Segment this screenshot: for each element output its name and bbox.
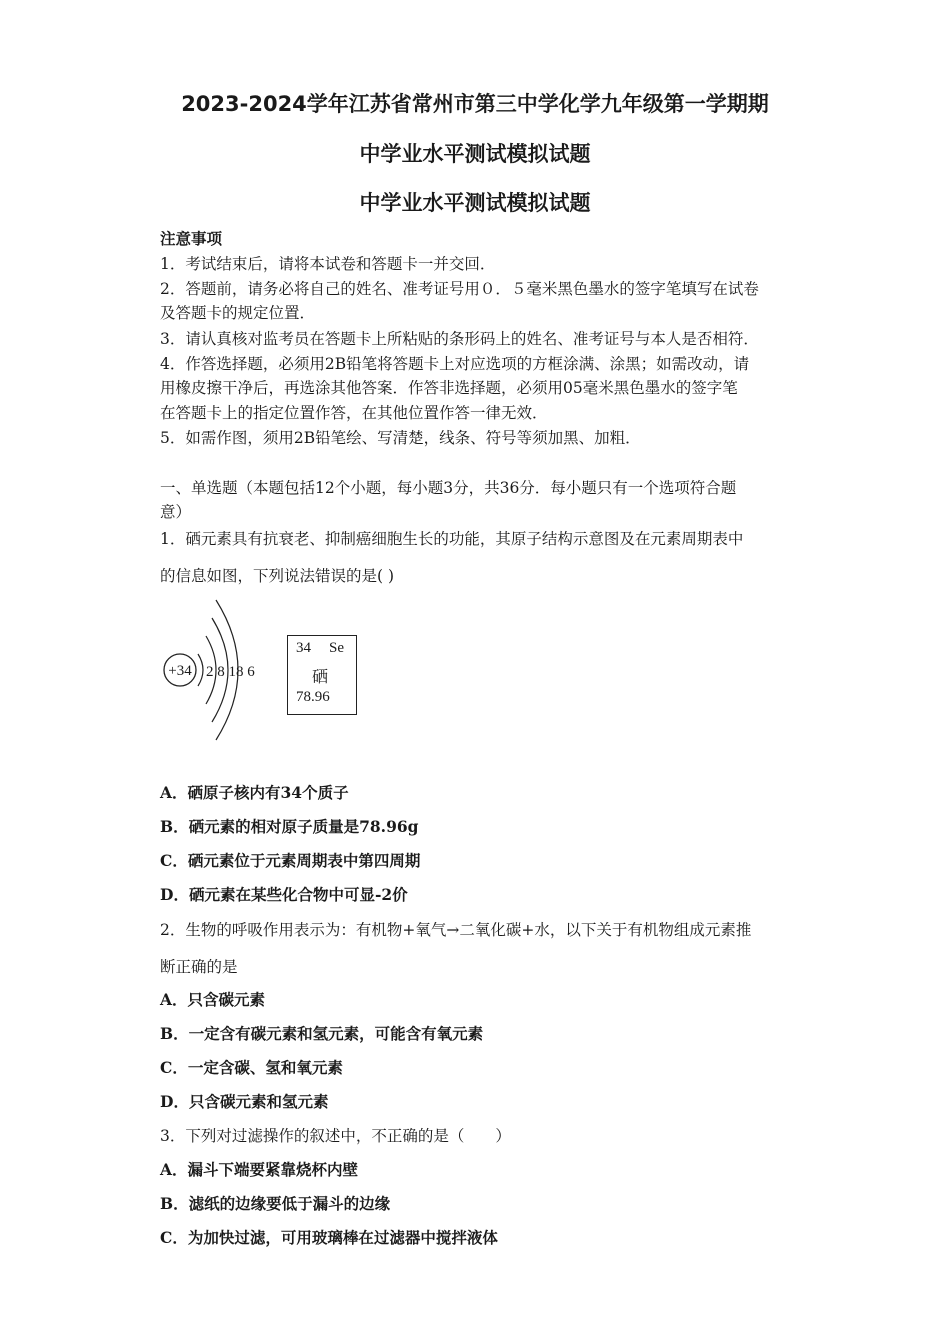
q2-option-b: B．一定含有碳元素和氢元素，可能含有氧元素 [160, 1024, 484, 1043]
question-1-stem-cont: 的信息如图，下列说法错误的是( ) [160, 567, 395, 585]
question-2-stem: 2．生物的呼吸作用表示为：有机物+氧气→二氧化碳+水，以下关于有机物组成元素推 [160, 921, 752, 939]
q1-option-d: D．硒元素在某些化合物中可显-2价 [160, 885, 408, 904]
nucleus-charge: +34 [168, 663, 192, 679]
notice-line: 4．作答选择题，必须用2B铅笔将答题卡上对应选项的方框涂满、涂黑；如需改动，请 [160, 355, 750, 373]
notice-line: 在答题卡上的指定位置作答，在其他位置作答一律无效． [160, 404, 548, 422]
q1-option-c: C．硒元素位于元素周期表中第四周期 [160, 851, 421, 870]
notice-line: 5．如需作图，须用2B铅笔绘、写清楚，线条、符号等须加黑、加粗． [160, 429, 641, 447]
exam-title-line-1: 2023-2024学年江苏省常州市第三中学化学九年级第一学期期 [181, 92, 769, 116]
question-1-stem: 1．硒元素具有抗衰老、抑制癌细胞生长的功能，其原子结构示意图及在元素周期表中 [160, 530, 744, 548]
element-symbol: Se [329, 640, 344, 656]
q1-option-a: A．硒原子核内有34个质子 [160, 783, 349, 802]
atomic-number: 34 [296, 640, 311, 656]
question-2-stem-cont: 断正确的是 [160, 958, 238, 976]
notice-line: 2．答题前，请务必将自己的姓名、准考证号用０．５毫米黑色墨水的签字笔填写在试卷 [160, 280, 759, 298]
notice-line: 3．请认真核对监考员在答题卡上所粘贴的条形码上的姓名、准考证号与本人是否相符． [160, 330, 759, 348]
notice-line: 用橡皮擦干净后，再选涂其他答案．作答非选择题，必须用05毫米黑色墨水的签字笔 [160, 379, 738, 397]
q3-option-b: B．滤纸的边缘要低于漏斗的边缘 [160, 1194, 391, 1213]
q3-option-a: A．漏斗下端要紧靠烧杯内壁 [160, 1160, 359, 1179]
notice-heading: 注意事项 [160, 229, 223, 248]
electron-shells: 2 8 18 6 [206, 664, 255, 680]
q1-option-b: B．硒元素的相对原子质量是78.96g [160, 817, 419, 836]
question-3-stem: 3．下列对过滤操作的叙述中，不正确的是（ ） [160, 1127, 511, 1145]
q3-option-c: C．为加快过滤，可用玻璃棒在过滤器中搅拌液体 [160, 1228, 498, 1247]
element-name: 硒 [312, 667, 329, 686]
q2-option-a: A．只含碳元素 [160, 990, 266, 1009]
element-card [287, 635, 357, 715]
section-heading: 一、单选题（本题包括12个小题，每小题3分，共36分．每小题只有一个选项符合题 [160, 479, 737, 497]
q2-option-d: D．只含碳元素和氢元素 [160, 1092, 329, 1111]
notice-line: 及答题卡的规定位置． [160, 304, 316, 322]
notice-line: 1．考试结束后，请将本试卷和答题卡一并交回． [160, 255, 496, 273]
atomic-mass: 78.96 [296, 689, 330, 705]
atom-structure-diagram [160, 596, 270, 746]
section-heading-cont: 意） [160, 503, 192, 521]
q2-option-c: C．一定含碳、氢和氧元素 [160, 1058, 343, 1077]
exam-title-line-3: 中学业水平测试模拟试题 [359, 191, 591, 215]
exam-title-line-2: 中学业水平测试模拟试题 [359, 142, 591, 166]
